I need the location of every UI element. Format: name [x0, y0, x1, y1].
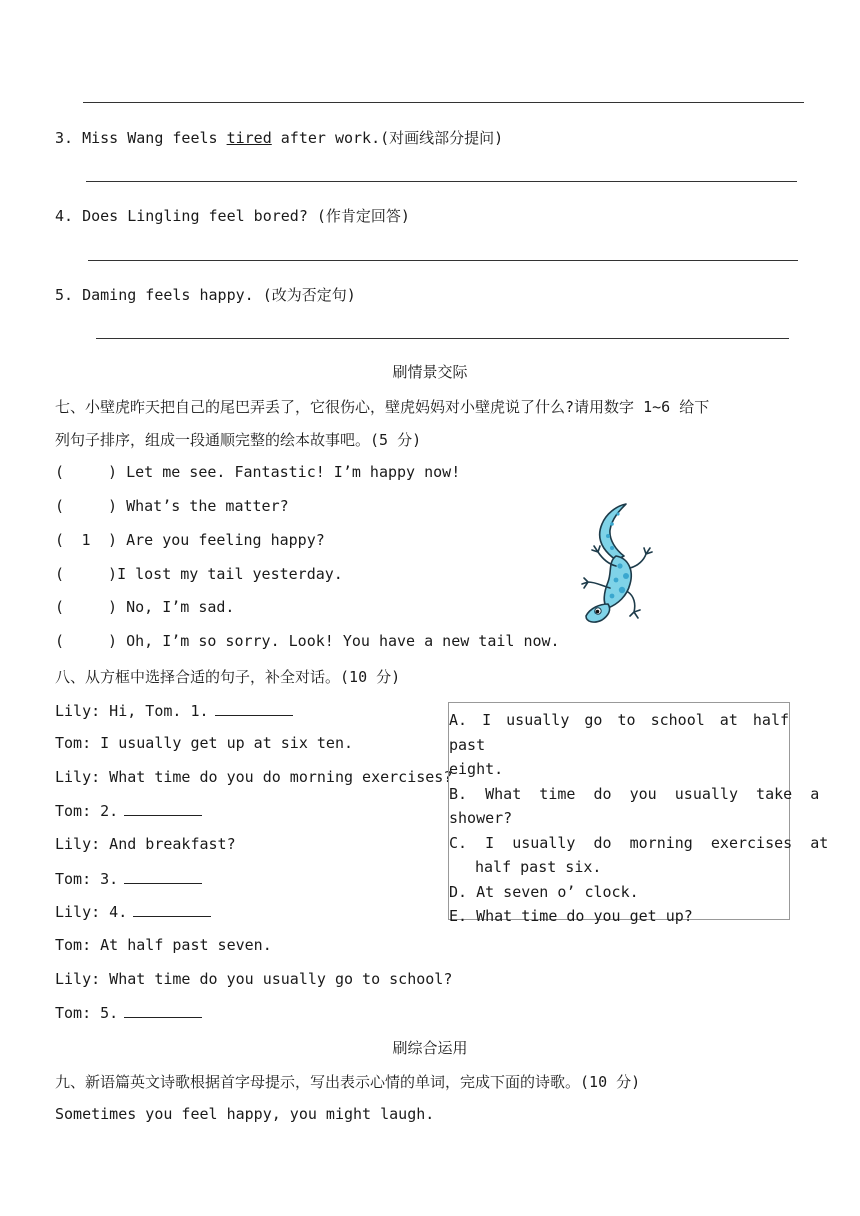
dialog-line-3: Lily: What time do you do morning exercises?: [55, 768, 453, 786]
option-d: D. At seven o’ clock.: [449, 882, 639, 901]
option-e: E. What time do you get up?: [449, 907, 693, 925]
dialog-text: Tom: 5.: [55, 1004, 119, 1022]
poem-line-1: Sometimes you feel happy, you might laugh.: [55, 1105, 435, 1123]
part7-instruction-line1: 七、小壁虎昨天把自己的尾巴弄丢了，它很伤心，壁虎妈妈对小壁虎说了什么?请用数字 1~6 给下: [55, 398, 710, 416]
question-text-before: Miss Wang feels: [82, 129, 227, 147]
question-text: Daming feels happy. (改为否定句): [82, 286, 356, 304]
question-text-after: after work.(对画线部分提问): [271, 129, 504, 147]
underlined-word: tired: [226, 129, 272, 147]
option-b: B. What time do you usually take a shower?: [449, 784, 820, 827]
question-text: Does Lingling feel bored? (作肯定回答): [82, 207, 410, 225]
question-number: 4.: [55, 207, 74, 225]
dialog-line-7: [55, 902, 211, 921]
question-3: [55, 127, 503, 148]
ordering-item-1: ( ) Let me see. Fantastic! I’m happy now!: [55, 463, 461, 481]
section-heading-integrated: 刷综合运用: [392, 1039, 468, 1057]
answer-blank-3[interactable]: [124, 869, 202, 884]
answer-blank-1[interactable]: [215, 701, 293, 716]
item-text: No, I’m sad.: [126, 598, 235, 616]
part7-instruction-line2: 列句子排序，组成一段通顺完整的绘本故事吧。(5 分): [55, 431, 422, 449]
dialog-line-8: Tom: At half past seven.: [55, 936, 272, 954]
dialog-line-5: Lily: And breakfast?: [55, 835, 236, 853]
ordering-item-5: ( ) No, I’m sad.: [55, 598, 235, 616]
dialog-line-9: Lily: What time do you usually go to school?: [55, 970, 453, 988]
answer-blank-4[interactable]: [133, 902, 211, 917]
question-number: 3.: [55, 129, 74, 147]
question-number: 5.: [55, 286, 74, 304]
item-text: What’s the matter?: [126, 497, 289, 515]
option-c: C. I usually do morning exercises at half past six.: [449, 833, 829, 876]
question-5: [55, 284, 356, 305]
part9-instruction: 九、新语篇英文诗歌根据首字母提示，写出表示心情的单词，完成下面的诗歌。(10 分): [55, 1073, 641, 1091]
options-box: [448, 702, 829, 925]
ordering-item-3: ( 1 ) Are you feeling happy?: [55, 531, 325, 549]
dialog-line-4: [55, 801, 202, 820]
answer-blank-2[interactable]: [124, 801, 202, 816]
item-text: I lost my tail yesterday.: [117, 565, 343, 583]
dialog-line-2: Tom: I usually get up at six ten.: [55, 734, 354, 752]
dialog-text: Lily: 4.: [55, 903, 128, 921]
dialog-line-6: [55, 869, 202, 888]
dialog-text: Tom: 3.: [55, 870, 119, 888]
option-a: A. I usually go to school at half past eight.: [449, 711, 789, 778]
answer-line-q3[interactable]: [86, 181, 797, 182]
gecko-illustration: [572, 500, 656, 628]
answer-blank-5[interactable]: [124, 1003, 202, 1018]
ordering-item-4: ( )I lost my tail yesterday.: [55, 565, 343, 583]
dialog-text: Lily: Hi, Tom. 1.: [55, 702, 209, 720]
question-4: [55, 205, 410, 226]
answer-line-q4[interactable]: [88, 260, 798, 261]
answer-line-q5[interactable]: [96, 338, 789, 339]
order-answer-slot[interactable]: 1: [81, 531, 91, 549]
part8-instruction: 八、从方框中选择合适的句子，补全对话。(10 分): [55, 668, 401, 686]
item-text: Oh, I’m so sorry. Look! You have a new tail now.: [126, 632, 560, 650]
ordering-item-6: ( ) Oh, I’m so sorry. Look! You have a new tail now.: [55, 632, 560, 650]
item-text: Are you feeling happy?: [126, 531, 325, 549]
dialog-line-1: [55, 701, 293, 720]
dialog-line-10: [55, 1003, 202, 1022]
ordering-item-2: ( ) What’s the matter?: [55, 497, 289, 515]
section-heading-scene: 刷情景交际: [392, 363, 468, 381]
item-text: Let me see. Fantastic! I’m happy now!: [126, 463, 461, 481]
dialog-text: Tom: 2.: [55, 802, 119, 820]
answer-line-q2: [83, 102, 804, 103]
